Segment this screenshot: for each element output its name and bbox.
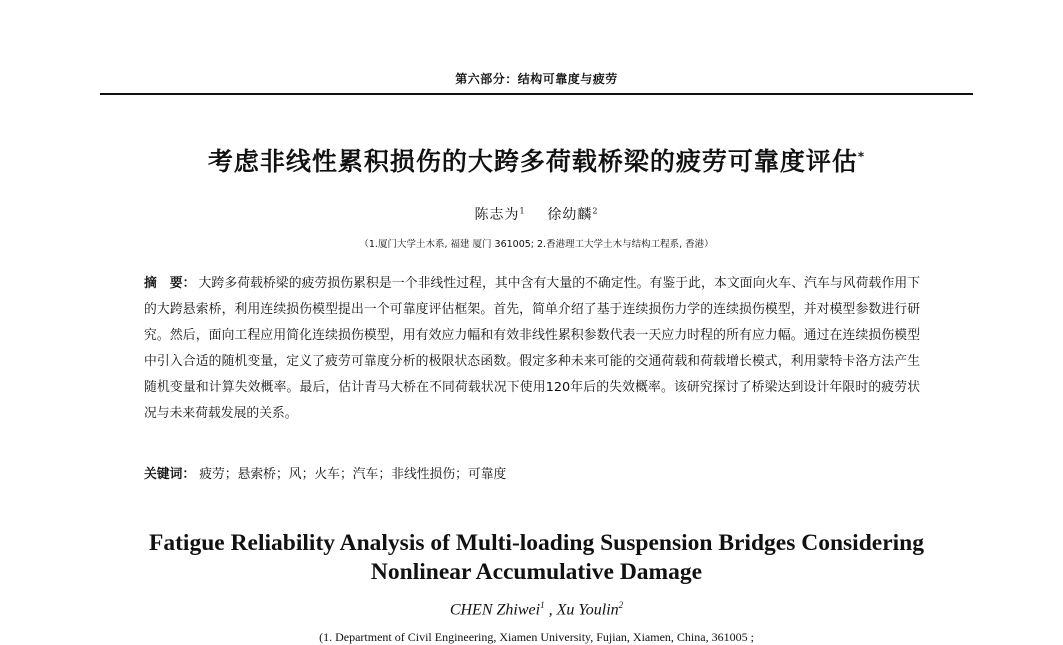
title-footnote-mark: *	[857, 149, 866, 164]
abstract-label: 摘 要：	[144, 276, 196, 291]
chinese-abstract	[144, 271, 920, 427]
en-author-2-name: Xu Youlin	[556, 601, 619, 619]
chinese-title	[100, 142, 973, 178]
en-author-2-sup: 2	[618, 600, 624, 610]
author-2-name: 徐幼麟	[547, 207, 593, 223]
keywords-label: 关键词：	[144, 467, 196, 482]
english-title-line-2: Nonlinear Accumulative Damage	[370, 559, 703, 585]
chinese-keywords	[144, 463, 920, 482]
chinese-title-text: 考虑非线性累积损伤的大跨多荷载桥梁的疲劳可靠度评估	[207, 147, 858, 176]
english-title	[80, 529, 993, 587]
author-2-sup: 2	[592, 206, 599, 216]
chinese-affiliation: （1.厦门大学土木系, 福建 厦门 361005; 2.香港理工大学土木与结构工程系, 香港）	[359, 239, 714, 250]
en-author-1-name: CHEN Zhiwei	[449, 601, 541, 619]
en-author-1-sup: 1	[540, 600, 545, 610]
en-author-separator: ,	[544, 601, 557, 619]
english-title-line-1: Fatigue Reliability Analysis of Multi-loading Suspension Bridges Considering	[149, 530, 924, 556]
english-authors	[100, 600, 973, 619]
abstract-text: 大跨多荷载桥梁的疲劳损伤累积是一个非线性过程，其中含有大量的不确定性。有鉴于此，本文面向火车、汽车与风荷载作用下的大跨悬索桥，利用连续损伤模型提出一个可靠度评估框架。首先，简单介绍了基于连续损伤力学的连续损伤模型，并对模型参数进行研究。然后，面向工程应用简化连续损伤模型，用有效应力幅和有效非线性累积参数代表一天应力时程的所有应力幅。通过在连续损伤模型中引入合适的随机变量，定义了疲劳可靠度分析的极限状态函数。假定多种未来可能的交通荷载和荷载增长模式，利用蒙特卡洛方法产生随机变量和计算失效概率。最后，估计青马大桥在不同荷载状况下使用120年后的失效概率。该研究探讨了桥梁达到设计年限时的疲劳状况与未来荷载发展的关系。	[144, 276, 921, 421]
english-affiliation: (1. Department of Civil Engineering, Xiamen University, Fujian, Xiamen, China, 361005 ;	[319, 630, 754, 644]
header-rule	[100, 93, 973, 95]
running-header: 第六部分：结构可靠度与疲劳	[455, 72, 618, 86]
chinese-authors	[100, 204, 973, 224]
author-1-sup: 1	[519, 206, 526, 216]
keywords-text: 疲劳；悬索桥；风；火车；汽车；非线性损伤；可靠度	[199, 467, 507, 482]
author-1-name: 陈志为	[474, 207, 520, 223]
